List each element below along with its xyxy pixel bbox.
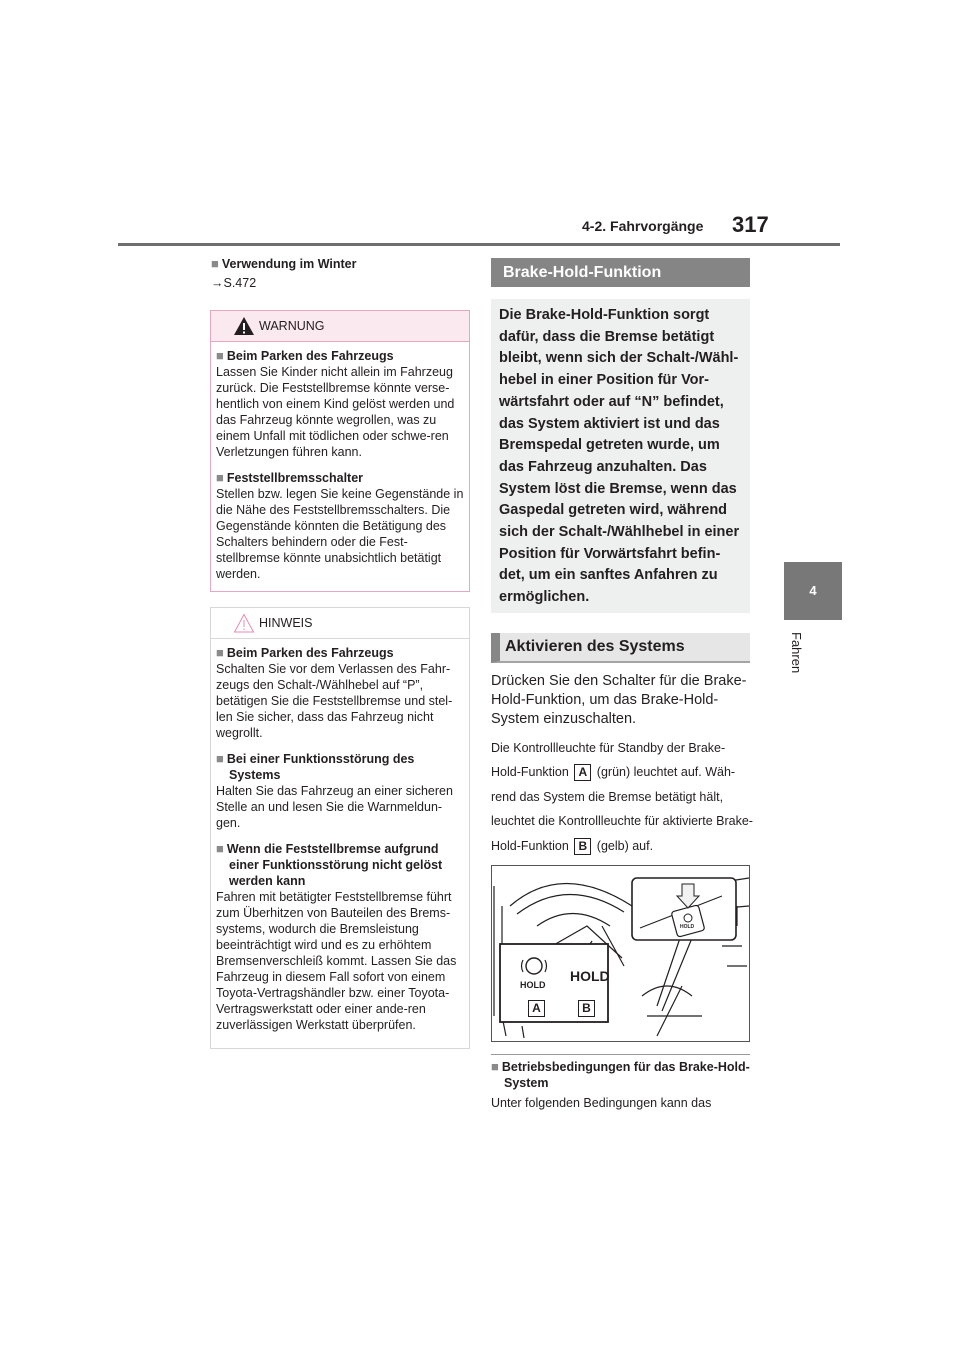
square-bullet-icon: ■ — [211, 256, 219, 271]
note-item-text: Fahren mit betätigter Feststellbremse führt zum Überhitzen von Bauteilen des Brems-systems, wodurch die Bremsleistung beeinträchtigt wird und es zu erhöhtem Bremsenverschleiß kommt. Lassen Sie das Fahrzeug in diesem Fall sofort von einem Toyota-Vertragshändler bzw. einer Toyota-Vertragswerkstatt oder einer ande-ren zuverlässigen Werkstatt überprüfen. — [216, 890, 457, 1032]
caution-triangle-icon — [233, 613, 255, 633]
note-title: HINWEIS — [259, 616, 313, 630]
note-item-heading: ■ Wenn die Feststellbremse aufgrund einer Funktionsstörung nicht gelöst werden kann — [216, 841, 443, 888]
warning-triangle-icon — [233, 316, 255, 336]
activate-step-text: Drücken Sie den Schalter für die Brake-Hold-Funktion, um das Brake-Hold-System einzuschalten. — [491, 673, 747, 727]
conditions-heading: ■ Betriebsbedingungen für das Brake-Hold-System — [491, 1059, 750, 1090]
illustration-label-b: B — [578, 1000, 595, 1017]
desc-part: Die Kontrollleuchte für Standby der Brake-Hold-Funktion — [491, 741, 726, 780]
square-bullet-icon: ■ — [216, 348, 224, 363]
warning-title: WARNUNG — [259, 319, 325, 333]
page-number: 317 — [732, 212, 769, 237]
chapter-tab[interactable]: 4 — [784, 562, 842, 620]
conditions-text: Unter folgenden Bedingungen kann das — [491, 1096, 712, 1110]
brake-hold-title: Brake-Hold-Funktion — [491, 258, 750, 287]
note-header — [211, 608, 469, 639]
square-bullet-icon: ■ — [491, 1059, 499, 1074]
warning-item-text: Stellen bzw. legen Sie keine Gegenstände in die Nähe des Feststellbremsschalters. Die Gegenstände könnten die Betätigung des Schalters behindern oder die Fest-stellbremse könnte unabsichtlich betätigt werden. — [216, 487, 464, 581]
warning-item-text: Lassen Sie Kinder nicht allein im Fahrzeug zurück. Die Feststellbremse könnte verse-hentlich von einem Kind gelöst werden und das Fahrzeug könnte wegrollen, was zu einem Unfall mit tödlichen oder schwe-ren Verletzungen führen kann. — [216, 365, 455, 459]
warning-item-heading: ■ Feststellbremsschalter — [216, 470, 364, 485]
chapter-label: Fahren — [789, 632, 804, 674]
header-rule — [118, 243, 840, 246]
square-bullet-icon: ■ — [216, 470, 224, 485]
warning-item-heading: ■ Beim Parken des Fahrzeugs — [216, 348, 394, 363]
desc-part: (gelb) auf. — [596, 838, 654, 853]
hold-text-a: HOLD — [520, 980, 546, 990]
illustration-label-a: A — [528, 1000, 545, 1017]
warning-box — [210, 310, 470, 592]
label-b-badge: B — [574, 838, 591, 855]
note-box — [210, 607, 470, 1049]
winter-reference-link[interactable]: →S.472 — [211, 276, 257, 290]
activate-title: Aktivieren des Systems — [505, 638, 685, 655]
brake-hold-illustration — [491, 865, 750, 1042]
warning-header — [211, 311, 469, 342]
winter-heading: ■ Verwendung im Winter — [211, 256, 357, 271]
switch-hold-text: HOLD — [680, 924, 695, 930]
square-bullet-icon: ■ — [216, 645, 224, 660]
square-bullet-icon: ■ — [216, 751, 224, 766]
brake-hold-intro-text: Die Brake-Hold-Funktion sorgt dafür, dass die Bremse betätigt bleibt, wenn sich der Schalt-/Wähl-hebel in einer Position für Vor-wärtsfahrt oder auf “N” befindet, das System aktiviert ist und das Bremspedal getreten wurde, um das Fahrzeug anzuhalten. Das System löst die Bremse, wenn das Gaspedal getreten wird, während sich der Schalt-/Wählhebel in einer Position für Vorwärtsfahrt befin-det, um ein sanftes Anfahren zu ermöglichen. — [499, 307, 740, 606]
square-bullet-icon: ■ — [216, 841, 224, 856]
hold-text-b: HOLD — [570, 968, 610, 984]
section-title: 4-2. Fahrvorgänge — [582, 218, 704, 234]
activate-description — [491, 736, 753, 858]
note-item-text: Schalten Sie vor dem Verlassen des Fahr-zeugs den Schalt-/Wählhebel auf “P”, betätigen Sie die Feststellbremse und stel-len Sie sicher, dass das Fahrzeug nicht wegrollt. — [216, 662, 453, 740]
desc-part: (grün) leuchtet auf. Wäh-rend das System die Bremse betätigt hält, leuchtet die Kontrollleuchte für aktivierte Brake-Hold-Funktion — [491, 765, 753, 853]
activate-title-band — [491, 633, 750, 663]
label-a-badge: A — [574, 764, 591, 781]
note-item-heading: ■ Bei einer Funktionsstörung des Systems — [216, 751, 415, 782]
note-item-text: Halten Sie das Fahrzeug an einer sicheren Stelle an und lesen Sie die Warnmeldun-gen. — [216, 784, 453, 830]
note-item-heading: ■ Beim Parken des Fahrzeugs — [216, 645, 394, 660]
illustration-divider — [491, 1054, 750, 1055]
brake-hold-intro-box — [491, 299, 750, 613]
